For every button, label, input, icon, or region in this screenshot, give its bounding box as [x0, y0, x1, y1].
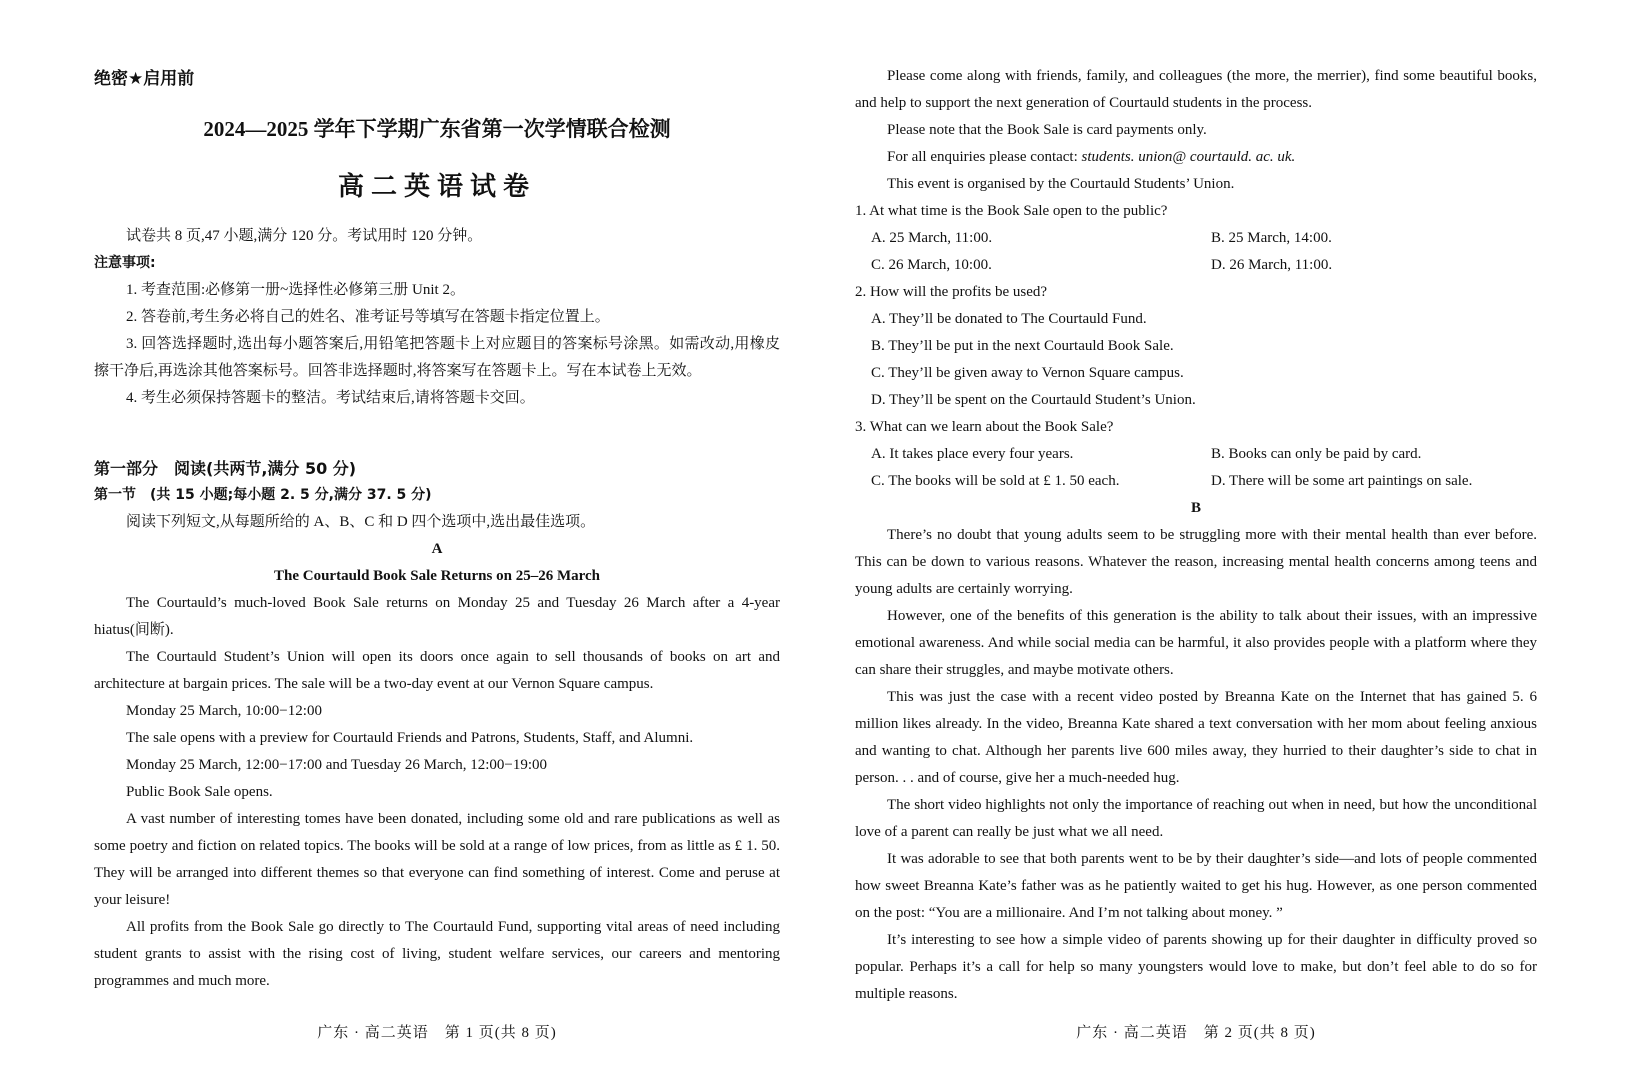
option: C. The books will be sold at £ 1. 50 each. — [871, 473, 1120, 489]
enquiry-line — [855, 144, 1537, 171]
paragraph: Monday 25 March, 12:00−17:00 and Tuesday 26 March, 12:00−19:00 — [126, 757, 548, 773]
note-item: 3. 回答选择题时,选出每小题答案后,用铅笔把答题卡上对应题目的答案标号涂黑。如需改动,用橡皮擦干净后,再选涂其他答案标号。回答非选择题时,将答案写在答题卡上。写在本试卷上无效。 — [94, 336, 780, 379]
paragraph: Please come along with friends, family, and colleagues (the more, the merrier), find some beautiful books, and help to support the next generation of Courtauld students in the process. — [855, 68, 1537, 111]
question-stem: 2. How will the profits be used? — [855, 284, 1048, 300]
paragraph: Public Book Sale opens. — [126, 784, 273, 800]
paragraph: All profits from the Book Sale go directly to The Courtauld Fund, supporting vital areas of need including student grants to assist with the rising cost of living, student welfare services, our careers and mentoring programmes and much more. — [94, 919, 780, 989]
option: B. Books can only be paid by card. — [1211, 446, 1422, 462]
paragraph: It was adorable to see that both parents went to be by their daughter’s side—and lots of people commented how sweet Breanna Kate’s father was as he patiently waited to get his hug. However, as one person commented on the post: “You are a millionaire. And I’m not talking about money. ” — [855, 851, 1537, 921]
option: D. They’ll be spent on the Courtauld Student’s Union. — [871, 392, 1196, 408]
paragraph: There’s no doubt that young adults seem to be struggling more with their mental health than ever before. This can be down to various reasons. Whatever the reason, increasing mental health concerns among teens and young adults are certainly worrying. — [855, 527, 1537, 597]
option: B. 25 March, 14:00. — [1211, 230, 1332, 246]
option-row — [855, 360, 1537, 387]
exam-info: 试卷共 8 页,47 小题,满分 120 分。考试用时 120 分钟。 — [126, 228, 483, 244]
option: C. 26 March, 10:00. — [871, 257, 992, 273]
exam-title: 2024—2025 学年下学期广东省第一次学情联合检测 — [203, 117, 671, 141]
subject-title: 高二英语试卷 — [337, 172, 536, 202]
paragraph: The Courtauld Student’s Union will open its doors once again to sell thousands of books on art and architecture at bargain prices. The sale will be a two-day event at our Vernon Square campus. — [94, 649, 780, 692]
option: D. There will be some art paintings on sale. — [1211, 473, 1473, 489]
section1-heading: 第一节 (共 15 小题;每小题 2. 5 分,满分 37. 5 分) — [94, 487, 432, 503]
note-item: 4. 考生必须保持答题卡的整洁。考试结束后,请将答题卡交回。 — [126, 390, 535, 406]
option-row — [855, 468, 1537, 495]
enquiry-email: students. union@ courtauld. ac. uk. — [1081, 149, 1296, 165]
passage-b-label: B — [1190, 500, 1201, 516]
option-row — [855, 387, 1537, 414]
page-footer: 广东 · 高二英语 第 2 页(共 8 页) — [1076, 1025, 1316, 1041]
question-stem: 1. At what time is the Book Sale open to the public? — [855, 203, 1168, 219]
passage-a-label: A — [431, 541, 443, 557]
enquiry-prefix: For all enquiries please contact: — [887, 149, 1078, 165]
option-row — [855, 306, 1537, 333]
reading-section — [94, 455, 780, 995]
passage-a-title: The Courtauld Book Sale Returns on 25–26 March — [273, 568, 600, 584]
option: C. They’ll be given away to Vernon Square campus. — [871, 365, 1184, 381]
notes-block — [94, 223, 780, 412]
notes-heading: 注意事项: — [94, 255, 156, 271]
option: A. They’ll be donated to The Courtauld Fund. — [871, 311, 1147, 327]
option-row — [855, 225, 1537, 252]
paragraph: This event is organised by the Courtauld Students’ Union. — [887, 176, 1235, 192]
paragraph: This was just the case with a recent video posted by Breanna Kate on the Internet that has gained 5. 6 million likes already. In the video, Breanna Kate shared a text conversation with her mom about feeling anxious and wanting to chat. Although her parents live 600 miles away, they hurried to their daughter’s side to chat in person. . . and of course, give her a much-needed hug. — [855, 689, 1537, 786]
passage-a-continued — [855, 63, 1537, 1008]
paragraph: A vast number of interesting tomes have been donated, including some old and rare publications as well as some poetry and fiction on related topics. The books will be sold at a range of low prices, from as little as £ 1. 50. They will be arranged into different themes so that everyone can find something of interest. Come and peruse at your leisure! — [94, 811, 780, 908]
instruction: 阅读下列短文,从每题所给的 A、B、C 和 D 四个选项中,选出最佳选项。 — [126, 514, 596, 530]
option-row — [855, 333, 1537, 360]
paragraph: However, one of the benefits of this generation is the ability to talk about their issues, with an impressive emotional awareness. And while social media can be harmful, it also provides people with a platform where they can share their struggles, and maybe motivate others. — [855, 608, 1537, 678]
paragraph: The short video highlights not only the importance of reaching out when in need, but how the unconditional love of a parent can really be just what we all need. — [855, 797, 1537, 840]
page-footer: 广东 · 高二英语 第 1 页(共 8 页) — [317, 1025, 557, 1041]
paragraph: Please note that the Book Sale is card payments only. — [887, 122, 1207, 138]
part1-heading: 第一部分 阅读(共两节,满分 50 分) — [94, 459, 357, 478]
option-row — [855, 441, 1537, 468]
option: B. They’ll be put in the next Courtauld Book Sale. — [871, 338, 1174, 354]
option-row — [855, 252, 1537, 279]
option: A. It takes place every four years. — [871, 446, 1074, 462]
paragraph: It’s interesting to see how a simple video of parents showing up for their daughter in difficulty proved so popular. Perhaps it’s a call for help so many youngsters would love to make, but don’t feel able to do so for multiple reasons. — [855, 932, 1537, 1002]
option: A. 25 March, 11:00. — [871, 230, 993, 246]
paragraph: The Courtauld’s much-loved Book Sale returns on Monday 25 and Tuesday 26 March after a 4-year hiatus(间断). — [94, 595, 780, 638]
secret-label: 绝密★启用前 — [94, 69, 195, 89]
question-stem: 3. What can we learn about the Book Sale? — [855, 419, 1114, 435]
note-item: 1. 考查范围:必修第一册~选择性必修第三册 Unit 2。 — [126, 282, 465, 298]
option: D. 26 March, 11:00. — [1211, 257, 1333, 273]
paragraph: Monday 25 March, 10:00−12:00 — [126, 703, 322, 719]
paragraph: The sale opens with a preview for Courtauld Friends and Patrons, Students, Staff, and Alumni. — [126, 730, 694, 746]
note-item: 2. 答卷前,考生务必将自己的姓名、准考证号等填写在答题卡指定位置上。 — [126, 309, 610, 325]
